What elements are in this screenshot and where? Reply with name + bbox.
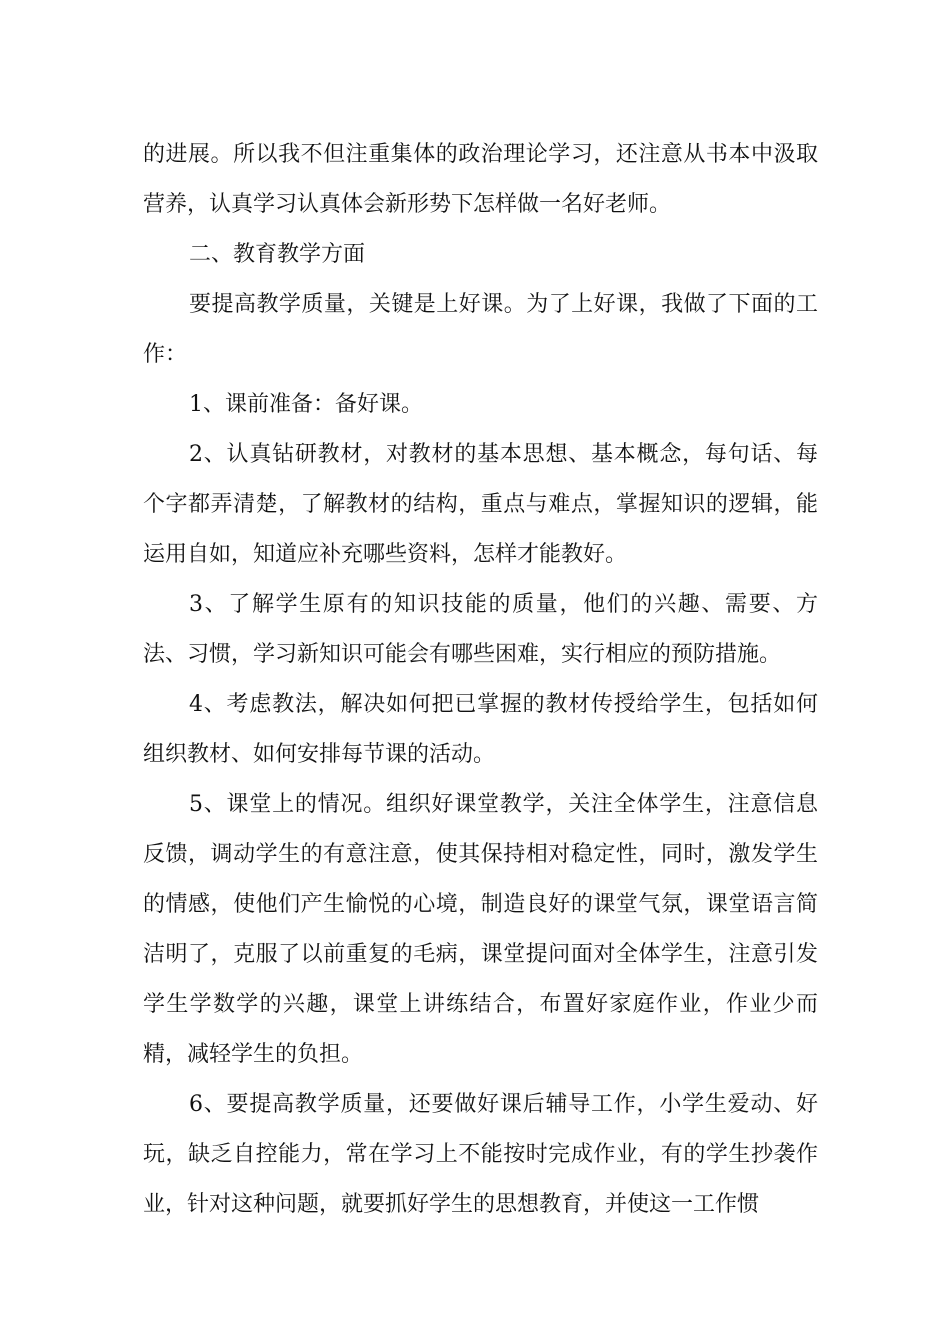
- list-item-2: 2、认真钻研教材，对教材的基本思想、基本概念，每句话、每个字都弄清楚，了解教材的结构，重点与难点，掌握知识的逻辑，能运用自如，知道应补充哪些资料，怎样才能教好。: [143, 442, 818, 567]
- list-item-1: 1、课前准备：备好课。: [189, 392, 423, 417]
- paragraph-intro: 要提高教学质量，关键是上好课。为了上好课，我做了下面的工作：: [143, 292, 818, 367]
- list-item-5: 5、课堂上的情况。组织好课堂教学，关注全体学生，注意信息反馈，调动学生的有意注意，使其保持相对稳定性，同时，激发学生的情感，使他们产生愉悦的心境，制造良好的课堂气氛，课堂语言简洁明了，克服了以前重复的毛病，课堂提问面对全体学生，注意引发学生学数学的兴趣，课堂上讲练结合，布置好家庭作业，作业少而精，减轻学生的负担。: [143, 792, 818, 1067]
- section-heading: 二、教育教学方面: [189, 242, 366, 267]
- list-item-3: 3、了解学生原有的知识技能的质量，他们的兴趣、需要、方法、习惯，学习新知识可能会有哪些困难，实行相应的预防措施。: [143, 592, 818, 667]
- document-body: [143, 130, 818, 1230]
- list-item-4: 4、考虑教法，解决如何把已掌握的教材传授给学生，包括如何组织教材、如何安排每节课的活动。: [143, 692, 818, 767]
- paragraph-continuation: 的进展。所以我不但注重集体的政治理论学习，还注意从书本中汲取营养，认真学习认真体会新形势下怎样做一名好老师。: [143, 142, 818, 217]
- list-item-6: 6、要提高教学质量，还要做好课后辅导工作，小学生爱动、好玩，缺乏自控能力，常在学习上不能按时完成作业，有的学生抄袭作业，针对这种问题，就要抓好学生的思想教育，并使这一工作惯: [143, 1092, 818, 1217]
